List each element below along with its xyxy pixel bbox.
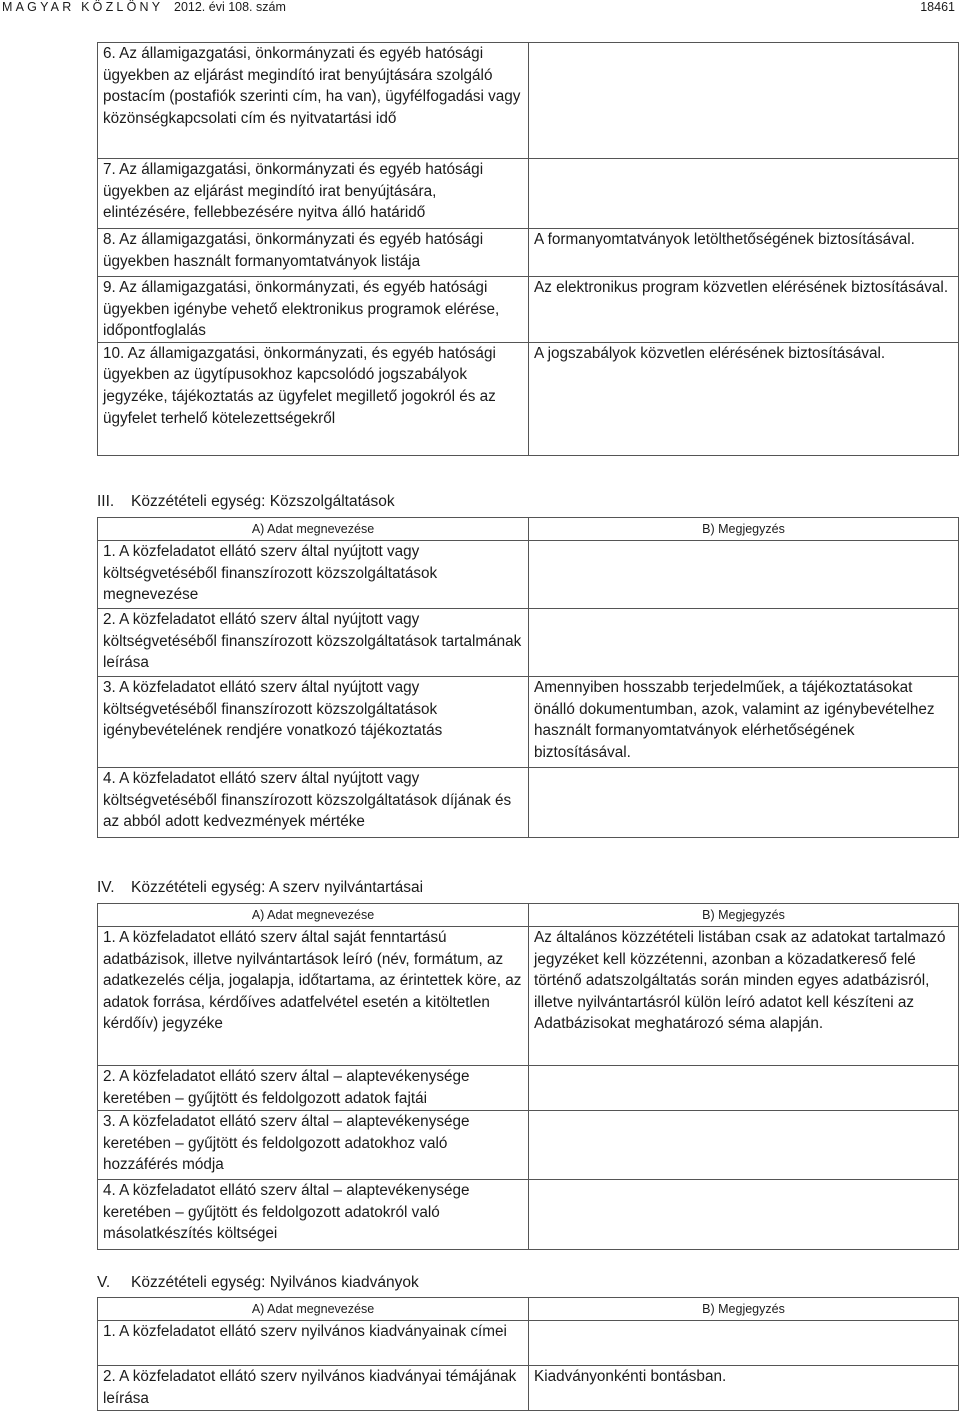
table-row — [98, 927, 959, 1066]
cell-data-name: 2. A közfeladatot ellátó szerv által nyújtott vagy költségvetéséből finanszírozott közszolgáltatások tartalmának leírása — [98, 609, 529, 677]
column-header-a: A) Adat megnevezése — [98, 1298, 529, 1321]
cell-remark: A formanyomtatványok letölthetőségének biztosításával. — [529, 229, 959, 277]
table-public-services — [97, 517, 959, 838]
column-header-a: A) Adat megnevezése — [98, 904, 529, 927]
cell-remark — [529, 1321, 959, 1366]
column-header-a: A) Adat megnevezése — [98, 518, 529, 541]
section-title: Közzétételi egység: Nyilvános kiadványok — [131, 1274, 419, 1291]
section-number: V. — [97, 1274, 111, 1291]
table-row — [98, 609, 959, 677]
cell-data-name: 9. Az államigazgatási, önkormányzati, és egyéb hatósági ügyekben igénybe vehető elektronikus programok elérése, időpontfoglalás — [98, 277, 529, 343]
column-header-b: B) Megjegyzés — [529, 518, 959, 541]
cell-remark — [529, 609, 959, 677]
table-header-row — [98, 518, 959, 541]
cell-remark — [529, 159, 959, 229]
cell-remark: Amennyiben hosszabb terjedelműek, a tájékoztatásokat önálló dokumentumban, azok, valamint az igénybevételhez használt formanyomtatványok elérhetőségének biztosításával. — [529, 677, 959, 768]
journal-title: MAGYAR KÖZLÖNY — [2, 0, 164, 14]
table-row — [98, 768, 959, 838]
cell-data-name: 3. A közfeladatot ellátó szerv által – alaptevékenysége keretében – gyűjtött és feldolgozott adatokhoz való hozzáférés módja — [98, 1111, 529, 1180]
section-heading — [97, 878, 423, 898]
cell-remark: Az elektronikus program közvetlen elérésének biztosításával. — [529, 277, 959, 343]
cell-remark: A jogszabályok közvetlen elérésének biztosításával. — [529, 342, 959, 455]
section-title: Közzétételi egység: Közszolgáltatások — [131, 493, 395, 510]
table-registers — [97, 903, 959, 1250]
cell-data-name: 10. Az államigazgatási, önkormányzati, és egyéb hatósági ügyekben az ügytípusokhoz kapcsolódó jogszabályok jegyzéke, tájékoztatás az ügyfelet megillető jogokról és az ügyfelet terhelő kötelezettségekről — [98, 342, 529, 455]
section-number: IV. — [97, 879, 115, 896]
table-publications — [97, 1297, 959, 1411]
cell-data-name: 8. Az államigazgatási, önkormányzati és egyéb hatósági ügyekben használt formanyomtatványok listája — [98, 229, 529, 277]
cell-remark — [529, 1111, 959, 1180]
table-row — [98, 229, 959, 277]
cell-data-name: 7. Az államigazgatási, önkormányzati és egyéb hatósági ügyekben az eljárást megindító irat benyújtására, elintézésére, fellebbezésére nyitva álló határidő — [98, 159, 529, 229]
page-number: 18461 — [920, 0, 955, 14]
cell-data-name: 3. A közfeladatot ellátó szerv által nyújtott vagy költségvetéséből finanszírozott közszolgáltatások igénybevételének rendjére vonatkozó tájékoztatás — [98, 677, 529, 768]
table-row — [98, 1066, 959, 1111]
section-title: Közzétételi egység: A szerv nyilvántartásai — [131, 879, 424, 896]
table-row — [98, 1321, 959, 1366]
cell-remark: Kiadványonkénti bontásban. — [529, 1366, 959, 1411]
cell-remark: Az általános közzétételi listában csak az adatokat tartalmazó jegyzéket kell közzétenni, azonban a közadatkereső felé történő adatszolgáltatás során minden egyes adatbázisról, illetve nyilvántartásról külön leíró adatot kell készíteni az Adatbázisokat meghatározó séma alapján. — [529, 927, 959, 1066]
column-header-b: B) Megjegyzés — [529, 1298, 959, 1321]
column-header-b: B) Megjegyzés — [529, 904, 959, 927]
table-row — [98, 677, 959, 768]
cell-remark — [529, 1180, 959, 1250]
table-header-row — [98, 1298, 959, 1321]
cell-data-name: 2. A közfeladatot ellátó szerv nyilvános kiadványai témájának leírása — [98, 1366, 529, 1411]
cell-remark — [529, 768, 959, 838]
cell-data-name: 4. A közfeladatot ellátó szerv által nyújtott vagy költségvetéséből finanszírozott közszolgáltatások díjának és az abból adott kedvezmények mértéke — [98, 768, 529, 838]
cell-remark — [529, 43, 959, 159]
table-row — [98, 1180, 959, 1250]
table-row — [98, 159, 959, 229]
table-row — [98, 1111, 959, 1180]
section-heading — [97, 1273, 419, 1293]
cell-data-name: 4. A közfeladatot ellátó szerv által – alaptevékenysége keretében – gyűjtött és feldolgozott adatokról való másolatkészítés költségei — [98, 1180, 529, 1250]
cell-data-name: 2. A közfeladatot ellátó szerv által – alaptevékenysége keretében – gyűjtött és feldolgozott adatok fajtái — [98, 1066, 529, 1111]
section-number: III. — [97, 493, 115, 510]
table-row — [98, 342, 959, 455]
section-heading — [97, 492, 395, 512]
cell-data-name: 1. A közfeladatot ellátó szerv nyilvános kiadványainak címei — [98, 1321, 529, 1366]
table-row — [98, 277, 959, 343]
cell-remark — [529, 1066, 959, 1111]
cell-data-name: 1. A közfeladatot ellátó szerv által nyújtott vagy költségvetéséből finanszírozott közszolgáltatások megnevezése — [98, 541, 529, 609]
table-row — [98, 1366, 959, 1411]
table-row — [98, 541, 959, 609]
running-header — [0, 0, 960, 14]
cell-data-name: 6. Az államigazgatási, önkormányzati és egyéb hatósági ügyekben az eljárást megindító irat benyújtására szolgáló postacím (postafiók szerinti cím, ha van), ügyfélfogadási vagy közönségkapcsolati cím és nyitvatartási idő — [98, 43, 529, 159]
cell-remark — [529, 541, 959, 609]
table-continued — [97, 42, 959, 456]
table-row — [98, 43, 959, 159]
table-header-row — [98, 904, 959, 927]
issue-number: 2012. évi 108. szám — [174, 0, 286, 14]
cell-data-name: 1. A közfeladatot ellátó szerv által saját fenntartású adatbázisok, illetve nyilvántartások leíró (név, formátum, az adatkezelés célja, jogalapja, időtartama, az érintettek köre, az adatok forrása, kérdőíves adatfelvétel esetén a kitöltetlen kérdőív) jegyzéke — [98, 927, 529, 1066]
